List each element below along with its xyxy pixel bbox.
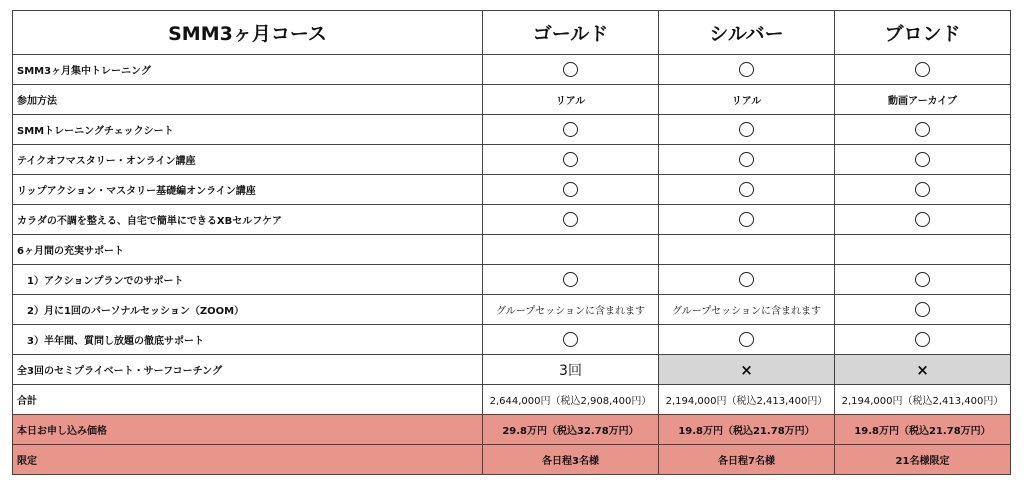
- cell-gold: [483, 205, 659, 235]
- cell-silver: [659, 325, 835, 355]
- row-label: カラダの不調を整える、自宅で簡単にできるXBセルフケア: [13, 205, 483, 235]
- cell-gold: 2,644,000円（税込2,908,400円）: [483, 385, 659, 415]
- cell-silver: [659, 205, 835, 235]
- course-title: SMM3ヶ月コース: [13, 11, 483, 55]
- plan-gold-header: ゴールド: [483, 11, 659, 55]
- row-label: テイクオフマスタリー・オンライン講座: [13, 145, 483, 175]
- table-row: [13, 55, 1011, 85]
- row-label: SMM3ヶ月集中トレーニング: [13, 55, 483, 85]
- cell-silver: [659, 115, 835, 145]
- included-circle-icon: [915, 212, 930, 227]
- included-circle-icon: [563, 332, 578, 347]
- included-circle-icon: [739, 212, 754, 227]
- cell-bronze: [835, 235, 1011, 265]
- cell-silver: 2,194,000円（税込2,413,400円）: [659, 385, 835, 415]
- cell-gold: [483, 115, 659, 145]
- cell-gold: [483, 235, 659, 265]
- cell-silver: [659, 265, 835, 295]
- cell-gold: [483, 325, 659, 355]
- cell-gold: 3回: [483, 355, 659, 385]
- table-row: [13, 235, 1011, 265]
- included-circle-icon: [915, 182, 930, 197]
- cell-bronze: 21名様限定: [835, 445, 1011, 475]
- cell-silver: [659, 145, 835, 175]
- cell-gold: 29.8万円（税込32.78万円）: [483, 415, 659, 445]
- row-label: 3）半年間、質問し放題の徹底サポート: [13, 325, 483, 355]
- cell-gold: 各日程3名様: [483, 445, 659, 475]
- included-circle-icon: [563, 272, 578, 287]
- row-label: 合計: [13, 385, 483, 415]
- included-circle-icon: [915, 332, 930, 347]
- cell-silver: リアル: [659, 85, 835, 115]
- included-circle-icon: [915, 122, 930, 137]
- included-circle-icon: [915, 62, 930, 77]
- row-label: 6ヶ月間の充実サポート: [13, 235, 483, 265]
- cell-bronze: [835, 265, 1011, 295]
- table-row: [13, 115, 1011, 145]
- cell-silver: 19.8万円（税込21.78万円）: [659, 415, 835, 445]
- table-row: [13, 205, 1011, 235]
- course-comparison-table: [12, 10, 1011, 475]
- cell-bronze: 動画アーカイブ: [835, 85, 1011, 115]
- cell-gold: [483, 175, 659, 205]
- cell-gold: [483, 55, 659, 85]
- included-circle-icon: [739, 152, 754, 167]
- cell-bronze: [835, 325, 1011, 355]
- included-circle-icon: [739, 332, 754, 347]
- cell-silver: グループセッションに含まれます: [659, 295, 835, 325]
- cell-gold: グループセッションに含まれます: [483, 295, 659, 325]
- row-label: 限定: [13, 445, 483, 475]
- cell-bronze: 19.8万円（税込21.78万円）: [835, 415, 1011, 445]
- cell-silver: [659, 235, 835, 265]
- row-label: 本日お申し込み価格: [13, 415, 483, 445]
- table-row: [13, 265, 1011, 295]
- cell-silver: [659, 175, 835, 205]
- table-row: [13, 445, 1011, 475]
- cell-bronze: [835, 115, 1011, 145]
- table-row: [13, 355, 1011, 385]
- table-row: [13, 85, 1011, 115]
- cell-gold: リアル: [483, 85, 659, 115]
- table-row: [13, 145, 1011, 175]
- included-circle-icon: [739, 62, 754, 77]
- included-circle-icon: [563, 212, 578, 227]
- plan-bronze-header: ブロンド: [835, 11, 1011, 55]
- plan-silver-header: シルバー: [659, 11, 835, 55]
- cell-gold: [483, 265, 659, 295]
- row-label: 1）アクションプランでのサポート: [13, 265, 483, 295]
- row-label: 2）月に1回のパーソナルセッション（ZOOM）: [13, 295, 483, 325]
- included-circle-icon: [563, 62, 578, 77]
- included-circle-icon: [563, 122, 578, 137]
- cell-bronze: [835, 55, 1011, 85]
- not-included-cross-icon: ×: [916, 360, 929, 379]
- table-row: [13, 415, 1011, 445]
- included-circle-icon: [563, 152, 578, 167]
- header-row: [13, 11, 1011, 55]
- included-circle-icon: [915, 272, 930, 287]
- comparison-table-wrapper: [12, 10, 1011, 475]
- cell-bronze: [835, 205, 1011, 235]
- included-circle-icon: [915, 152, 930, 167]
- cell-bronze: [835, 355, 1011, 385]
- row-label: 参加方法: [13, 85, 483, 115]
- table-row: [13, 325, 1011, 355]
- row-label: 全3回のセミプライベート・サーフコーチング: [13, 355, 483, 385]
- cell-silver: 各日程7名様: [659, 445, 835, 475]
- included-circle-icon: [915, 302, 930, 317]
- not-included-cross-icon: ×: [740, 360, 753, 379]
- included-circle-icon: [563, 182, 578, 197]
- cell-bronze: 2,194,000円（税込2,413,400円）: [835, 385, 1011, 415]
- cell-bronze: [835, 295, 1011, 325]
- cell-silver: [659, 55, 835, 85]
- cell-silver: [659, 355, 835, 385]
- row-label: SMMトレーニングチェックシート: [13, 115, 483, 145]
- row-label: リップアクション・マスタリー基礎編オンライン講座: [13, 175, 483, 205]
- cell-bronze: [835, 145, 1011, 175]
- cell-gold: [483, 145, 659, 175]
- included-circle-icon: [739, 122, 754, 137]
- cell-bronze: [835, 175, 1011, 205]
- included-circle-icon: [739, 272, 754, 287]
- table-row: [13, 175, 1011, 205]
- included-circle-icon: [739, 182, 754, 197]
- table-row: [13, 385, 1011, 415]
- table-row: [13, 295, 1011, 325]
